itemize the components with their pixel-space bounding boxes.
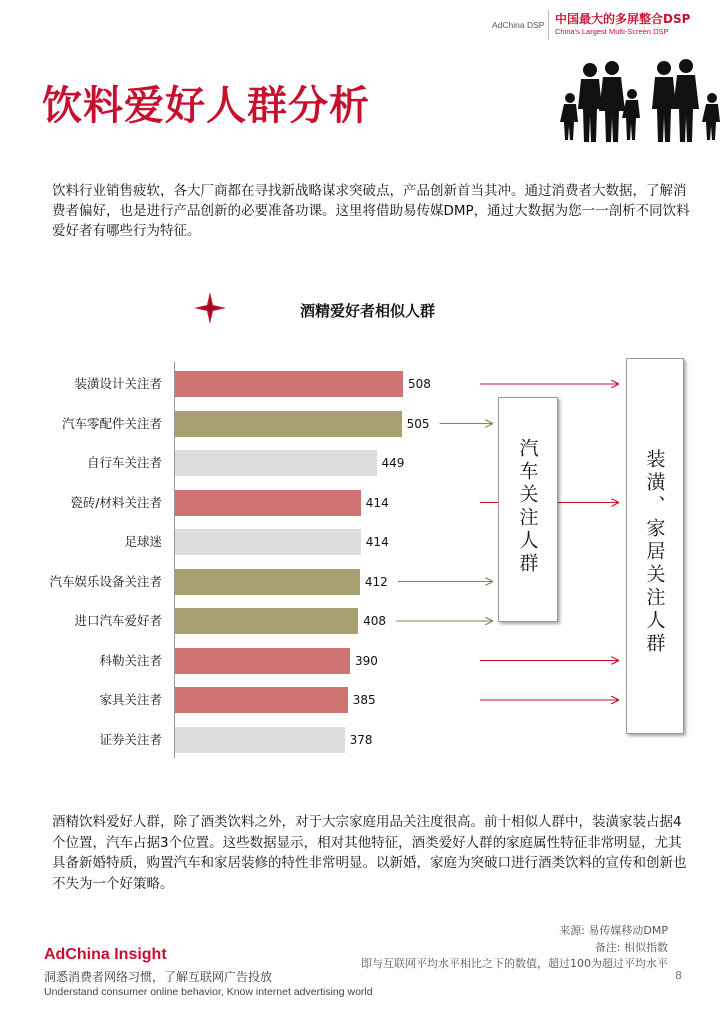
summary-paragraph: 酒精饮料爱好人群，除了酒类饮料之外，对于大宗家庭用品关注度很高。前十相似人群中，装潢家装占据4个位置，汽车占据3个位置。这些数据显示，相对其他特征，酒类爱好人群的家庭属性特征非常明显，尤其具备新婚特质，购置汽车和家居装修的特性非常明显。以新婚，家庭为突破口进行酒类饮料的宣传和创新也不失为一个好策略。: [52, 814, 687, 892]
header-divider: [548, 10, 549, 40]
category-label: 汽车娱乐设备关注者: [49, 573, 162, 589]
bar-chart: [0, 350, 724, 770]
value-label: 412: [364, 574, 388, 589]
category-label: 足球迷: [124, 534, 162, 549]
value-label: 385: [352, 693, 376, 707]
home-group-box: [626, 358, 684, 734]
footer-tagline-cn: 洞悉消费者网络习惯，了解互联网广告投放: [44, 970, 273, 984]
bar: [175, 687, 348, 713]
star-icon: [194, 292, 226, 324]
bar: [175, 569, 360, 595]
car-group-box: [498, 397, 558, 622]
bar: [175, 529, 361, 555]
value-label: 449: [381, 456, 405, 470]
value-label: 390: [355, 653, 378, 668]
intro-paragraph: 饮料行业销售疲软，各大厂商都在寻找新战略谋求突破点，产品创新首当其冲。通过消费者大数据，了解消费者偏好，也是进行产品创新的必要准备功课。这里将借助易传媒DMP，通过大数据为您一一剖析不同饮料爱好者有哪些行为特征。: [52, 183, 690, 239]
category-label: 证券关注者: [99, 731, 162, 747]
header-brand-small: AdChina DSP: [492, 20, 545, 30]
value-label: 378: [349, 732, 373, 747]
value-label: 414: [365, 495, 389, 510]
category-label: 自行车关注者: [86, 455, 162, 470]
bar: [175, 648, 350, 674]
bar: [175, 608, 358, 634]
chart-title: 酒精爱好者相似人群: [300, 302, 436, 320]
page-number: 8: [675, 969, 682, 982]
header-tagline-en: China's Largest Multi-Screen DSP: [555, 27, 669, 36]
value-label: 508: [408, 377, 431, 391]
car-group-label: 汽车关注人群: [516, 438, 539, 576]
category-label: 科勒关注者: [99, 652, 162, 668]
value-label: 414: [365, 535, 389, 549]
bar: [175, 490, 361, 516]
value-label: 408: [363, 614, 387, 628]
header-tagline-cn: 中国最大的多屏整合DSP: [555, 12, 691, 26]
header-brand-area: [492, 10, 724, 40]
bar: [175, 371, 403, 397]
category-label: 进口汽车爱好者: [74, 613, 162, 628]
value-label: 505: [406, 416, 430, 431]
note-text: 即与互联网平均水平相比之下的数值，超过100为超过平均水平: [361, 957, 668, 970]
bar: [175, 450, 377, 476]
category-label: 家具关注者: [99, 692, 162, 707]
home-group-label: 装潢、家居关注人群: [643, 449, 666, 656]
page-title: 饮料爱好人群分析: [42, 83, 370, 129]
footer-brand: AdChina Insight: [44, 946, 167, 963]
bar: [175, 727, 345, 753]
bar: [175, 411, 402, 437]
source-note: 来源: 易传媒移动DMP: [559, 924, 668, 937]
note-label: 备注: 相似指数: [594, 941, 668, 954]
category-label: 汽车零配件关注者: [61, 415, 162, 431]
category-label: 装潢设计关注者: [74, 376, 162, 391]
category-label: 瓷砖/材料关注者: [70, 494, 162, 510]
footer-tagline-en: Understand consumer online behavior, Know internet advertising world: [44, 986, 373, 998]
family-silhouette-icon: [548, 50, 724, 142]
